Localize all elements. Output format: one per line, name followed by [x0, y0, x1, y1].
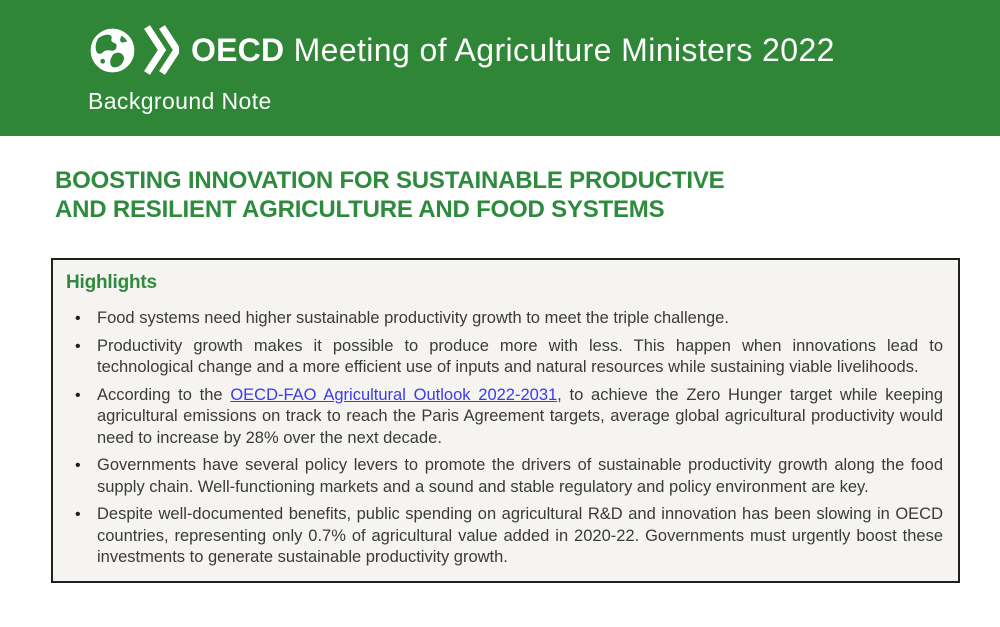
header-banner: [0, 0, 1000, 136]
highlights-box: [51, 258, 960, 583]
highlight-bullet-5: [66, 504, 943, 569]
outlook-report-link[interactable]: OECD-FAO Agricultural Outlook 2022-2031: [230, 385, 558, 404]
bullet-3-post-text: , to achieve the Zero Hunger target while keeping agricultural emissions on track to reach the Paris Agreement targets, average global agricultural productivity would need to increase by 28% over the next decade.: [97, 385, 943, 447]
highlights-list: [66, 308, 943, 569]
document-title-line1: BOOSTING INNOVATION FOR SUSTAINABLE PRODUCTIVE: [55, 167, 725, 194]
banner-subtitle: Background Note: [88, 88, 272, 114]
bullet-5-text: Despite well-documented benefits, public spending on agricultural R&D and innovation has been slowing in OECD countries, representing only 0.7% of agricultural value added in 2020-22. Governments must urgently boost these investments to generate sustainable productivity growth.: [97, 505, 943, 566]
bullet-3-pre-text: According to the: [97, 385, 231, 404]
banner-title-text: Meeting of Agriculture Ministers 2022: [293, 31, 835, 68]
oecd-logo: [88, 25, 179, 75]
highlight-bullet-4: [66, 455, 943, 498]
bullet-2-text: Productivity growth makes it possible to produce more with less. This happen when innovations lead to technological change and a more efficient use of inputs and natural resources while sustaining viable livelihoods.: [97, 336, 943, 376]
banner-title-row: [88, 25, 980, 75]
highlight-bullet-3: [66, 385, 943, 450]
document-title-line2: AND RESILIENT AGRICULTURE AND FOOD SYSTEMS: [55, 196, 665, 223]
banner-title-oecd: OECD: [191, 31, 285, 68]
bullet-4-text: Governments have several policy levers to promote the drivers of sustainable productivity growth along the food supply chain. Well-functioning markets and a sound and stable regulatory and policy environment are key.: [97, 456, 943, 496]
bullet-1-text: Food systems need higher sustainable productivity growth to meet the triple challenge.: [97, 309, 729, 327]
highlight-bullet-2: [66, 336, 943, 379]
banner-title: [191, 32, 835, 69]
double-chevron-icon: [143, 25, 179, 75]
document-title: [55, 166, 940, 224]
globe-icon: [88, 26, 137, 75]
highlight-bullet-1: [66, 308, 943, 330]
highlights-heading: Highlights: [66, 272, 157, 293]
